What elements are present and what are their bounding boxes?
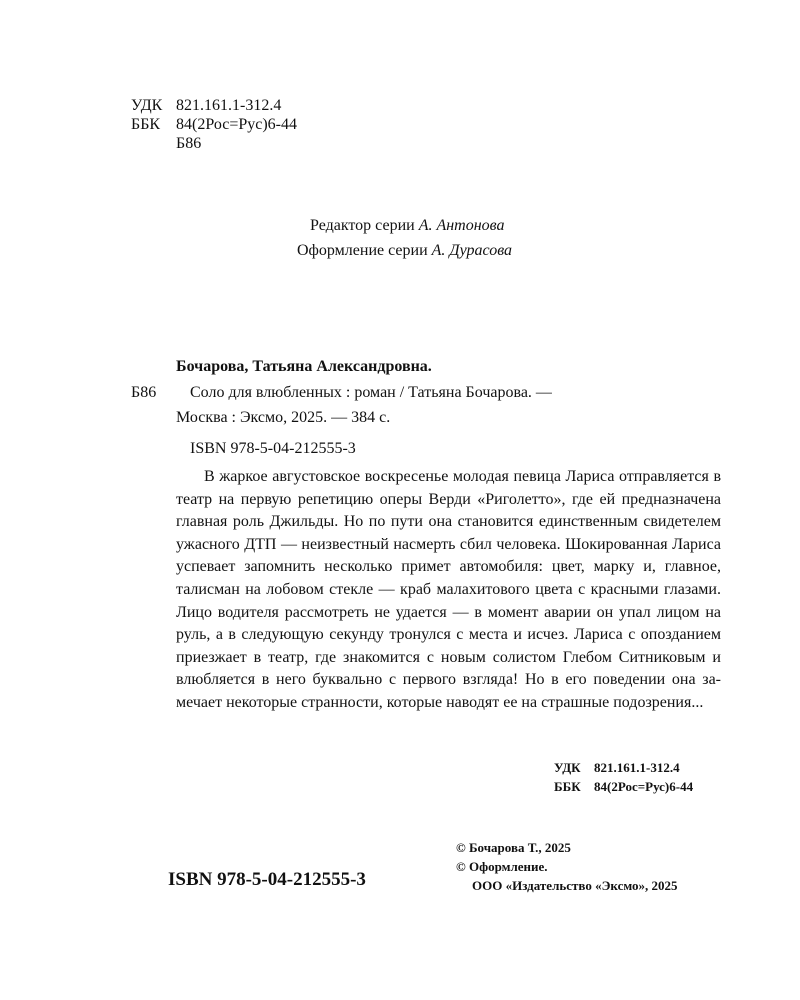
- record-author: Бочарова, Татьяна Александровна.: [176, 358, 432, 375]
- udk-label-bottom: УДК: [554, 760, 581, 775]
- series-editor-credit: [310, 216, 505, 236]
- record-title-line-2: Москва : Эксмо, 2025. — 384 с.: [176, 409, 391, 426]
- series-editor-label: Редактор серии: [310, 217, 415, 234]
- bbk-value: 84(2Рос=Рус)6-44: [176, 116, 298, 133]
- record-isbn: ISBN 978-5-04-212555-3: [190, 440, 356, 457]
- copyright-design: © Оформление.: [456, 859, 548, 874]
- udk-value: 821.161.1-312.4: [176, 97, 282, 114]
- bbk-row-bottom: [554, 777, 693, 796]
- udk-label: УДК: [131, 97, 163, 114]
- bbk-label: ББК: [131, 116, 161, 133]
- record-code: Б86: [131, 384, 157, 401]
- series-design-credit: [297, 241, 512, 261]
- author-code-top: Б86: [176, 135, 202, 152]
- copyright-author: © Бочарова Т., 2025: [456, 840, 571, 855]
- series-editor-name: А. Антонова: [418, 217, 505, 234]
- udk-row: [131, 96, 281, 116]
- isbn-bottom: ISBN 978-5-04-212555-3: [168, 869, 366, 890]
- bbk-label-bottom: ББК: [554, 779, 581, 794]
- bbk-row: [131, 115, 297, 135]
- udk-value-bottom: 821.161.1-312.4: [594, 760, 680, 775]
- copyright-publisher: ООО «Издательство «Эксмо», 2025: [472, 878, 678, 893]
- book-annotation: В жаркое августовское воскресенье молодая певица Лариса отправляется в театр на первую репетицию оперы Верди «Риголетто», где ей предназначена главная роль Джильды. Но по пути она становится единственным свидетелем ужасного ДТП — неизвестный насмерть сбил человека. Шокированная Лариса успевает запомнить несколько примет автомобиля: цвет, марку и, главное, талисман на лобовом стекле — краб малахитового цвета с красными глазами. Лицо водителя рассмотреть не удается — в момент аварии он упал лицом на руль, а в следующую секунду тронулся с места и исчез. Лариса с опозданием приезжает в театр, где знакомится с новым солистом Глебом Ситниковым и влюбляется в него буквально с первого взгляда! Но в его поведении она замечает некоторые странности, которые наводят ее на страшные подозрения...: [176, 468, 721, 711]
- series-design-label: Оформление серии: [297, 242, 428, 259]
- udk-row-bottom: [554, 758, 680, 777]
- record-title-line-1: Соло для влюбленных : роман / Татьяна Бочарова. —: [190, 384, 552, 401]
- bbk-value-bottom: 84(2Рос=Рус)6-44: [594, 779, 694, 794]
- series-design-name: А. Дурасова: [431, 242, 513, 259]
